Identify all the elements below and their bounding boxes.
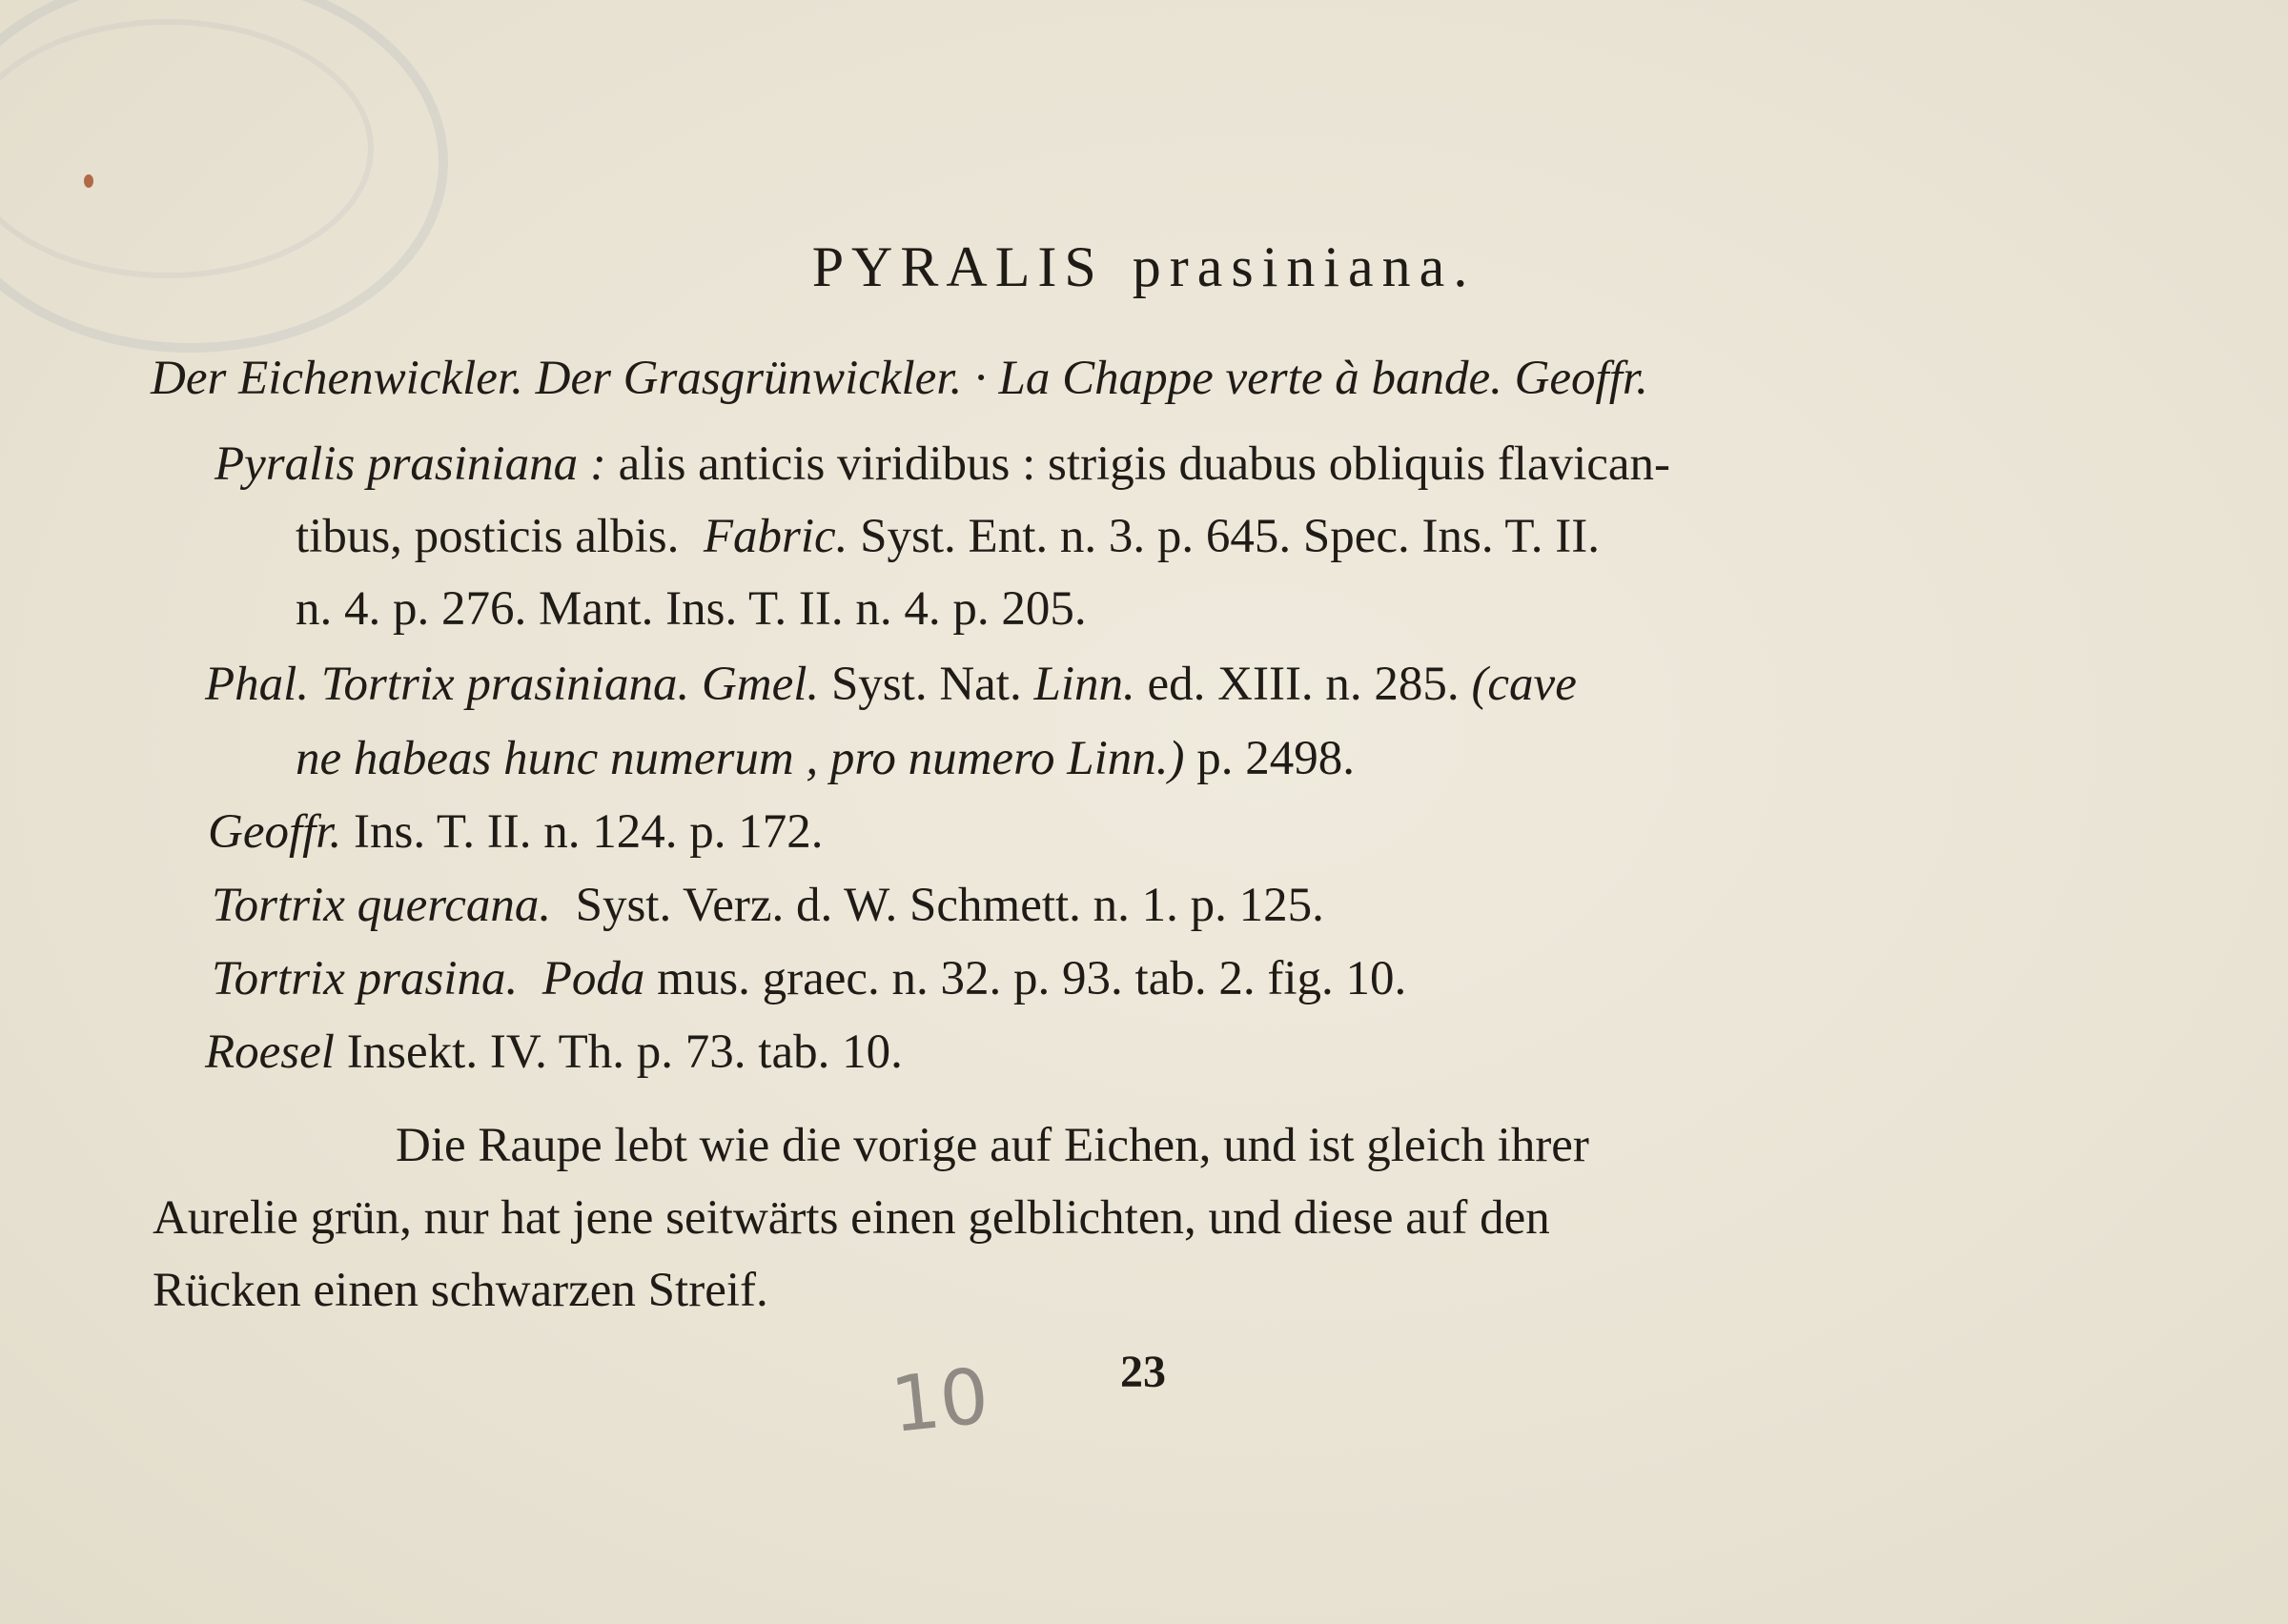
ref-fabricius-diagnosis: alis anticis viridibus : strigis duabus obliquis flavican-	[618, 437, 1671, 491]
ref-gmelin-linn: Linn.	[1033, 658, 1135, 711]
ref-roesel-author: Roesel	[205, 1025, 335, 1079]
body-text-line1: Die Raupe lebt wie die vorige auf Eichen, und ist gleich ihrer	[396, 1119, 1589, 1172]
ref-fabricius-line1	[214, 436, 1670, 493]
ref-geoffroy-citation: Ins. T. II. n. 124. p. 172.	[354, 805, 824, 859]
library-stamp-faded	[0, 0, 448, 353]
page-title	[0, 235, 2288, 298]
paper-fleck	[84, 174, 93, 188]
ref-roesel	[205, 1024, 903, 1081]
ref-fabricius-citation: Syst. Ent. n. 3. p. 645. Spec. Ins. T. II.	[860, 510, 1601, 563]
pencil-mark: 10	[887, 1350, 993, 1451]
ref-gmelin-note: ne habeas hunc numerum , pro numero Linn.)	[296, 732, 1185, 785]
ref-fabricius-diagnosis-end: tibus, posticis albis.	[296, 510, 680, 563]
body-text-line3: Rücken einen schwarzen Streif.	[153, 1264, 768, 1317]
body-text-line2: Aurelie grün, nur hat jene seitwärts einen gelblichten, und diese auf den	[153, 1191, 1550, 1245]
ref-gmelin-line2	[296, 730, 1355, 787]
ref-gmelin-line1	[205, 656, 1577, 713]
ref-fabricius-name: Pyralis prasiniana :	[214, 437, 606, 491]
ref-gmelin-name: Phal. Tortrix prasiniana.	[205, 658, 690, 711]
ref-geoffroy	[208, 803, 824, 861]
title-species: prasiniana.	[1132, 235, 1477, 298]
ref-gmelin-note-start: (cave	[1471, 658, 1577, 711]
common-names: Der Eichenwickler. Der Grasgrünwickler. · La Chappe verte à bande. Geoffr.	[151, 352, 1648, 405]
ref-fabricius-line3: n. 4. p. 276. Mant. Ins. T. II. n. 4. p. 205.	[296, 582, 1087, 636]
ref-gmelin-work: Syst. Nat.	[830, 658, 1022, 711]
ref-fabricius-line2	[296, 508, 1600, 565]
ref-quercana	[212, 877, 1324, 934]
ref-prasina-name: Tortrix prasina.	[212, 952, 519, 1005]
ref-quercana-citation: Syst. Verz. d. W. Schmett. n. 1. p. 125.	[575, 879, 1324, 932]
title-genus: PYRALIS	[811, 235, 1104, 298]
ref-prasina-author: Poda	[541, 952, 645, 1005]
page-number: 23	[1120, 1347, 1166, 1397]
ref-quercana-name: Tortrix quercana.	[212, 879, 552, 932]
ref-fabricius-author: Fabric.	[703, 510, 848, 563]
ref-geoffroy-author: Geoffr.	[208, 805, 342, 859]
ref-gmelin-citation: ed. XIII. n. 285.	[1147, 658, 1460, 711]
ref-prasina	[212, 950, 1406, 1007]
ref-gmelin-author: Gmel.	[701, 658, 820, 711]
ref-gmelin-page: p. 2498.	[1196, 732, 1356, 785]
ref-prasina-citation: mus. graec. n. 32. p. 93. tab. 2. fig. 10.	[657, 952, 1407, 1005]
ref-roesel-citation: Insekt. IV. Th. p. 73. tab. 10.	[346, 1025, 903, 1079]
